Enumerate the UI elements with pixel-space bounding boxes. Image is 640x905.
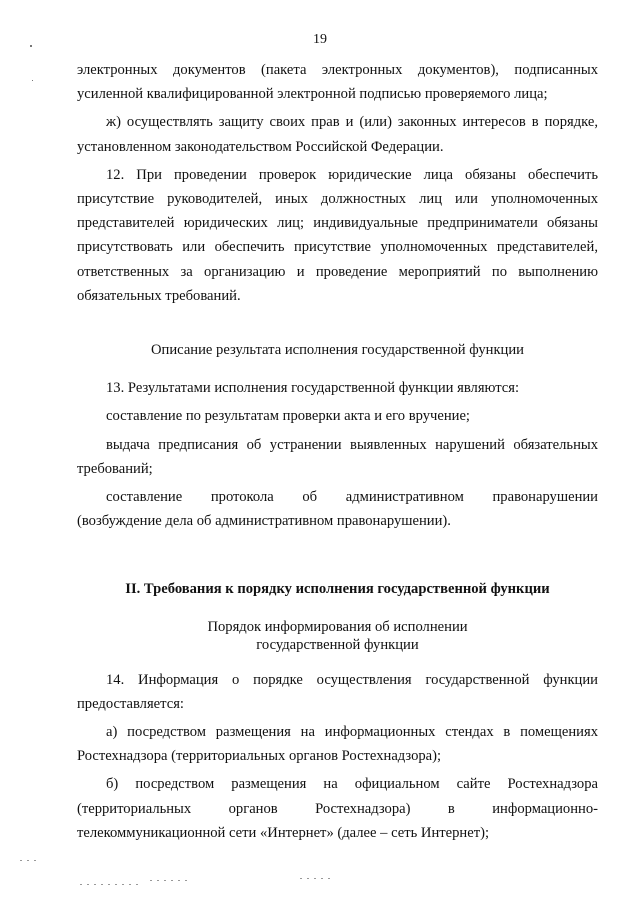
section-heading-informing xyxy=(77,618,598,654)
paragraph-12: 12. При проведении проверок юридические лица обязаны обеспечить присутствие руководителей, иных должностных лиц или уполномоченных представителей юридических лиц; индивидуальные предприниматели обязаны присутствовать или обеспечить присутствие уполномоченных представителей, ответственных за организацию и проведение мероприятий по выполнению обязательных требований. xyxy=(77,166,598,304)
scan-speck xyxy=(32,80,33,81)
chapter-heading-ii: II. Требования к порядку исполнения государственной функции xyxy=(125,581,550,598)
scan-speck xyxy=(30,45,32,47)
page-number: 19 xyxy=(313,32,327,47)
list-item-a: а) посредством размещения на информационных стендах в помещениях Ростехнадзора (территориальных органов Ростехнадзора); xyxy=(77,724,598,765)
list-item-protocol-cont: (возбуждение дела об административном правонарушении). xyxy=(77,513,451,530)
heading-line-1: Порядок информирования об исполнении xyxy=(207,618,468,635)
list-item-protocol: составление протокола об административном правонарушении xyxy=(106,489,598,506)
heading-line-2: государственной функции xyxy=(256,636,419,653)
paragraph-14: 14. Информация о порядке осуществления государственной функции предоставляется: xyxy=(77,671,598,712)
scan-noise xyxy=(150,880,190,881)
scan-noise xyxy=(300,878,330,879)
list-item-b: б) посредством размещения на официальном сайте Ростехнадзора (территориальных органов Ростехнадзора) в информационно-телекоммуникационной сети «Интернет» (далее – сеть Интернет); xyxy=(77,776,598,841)
paragraph-continuation: электронных документов (пакета электронных документов), подписанных усиленной квалифицированной электронной подписью проверяемого лица; xyxy=(77,62,598,103)
scan-noise xyxy=(80,884,140,885)
section-heading-result: Описание результата исполнения государственной функции xyxy=(151,342,524,359)
paragraph-13: 13. Результатами исполнения государственной функции являются: xyxy=(106,380,520,397)
scan-noise xyxy=(20,860,36,861)
list-item-order: выдача предписания об устранении выявленных нарушений обязательных требований; xyxy=(77,436,598,477)
document-body xyxy=(77,58,598,849)
paragraph-item-zh: ж) осуществлять защиту своих прав и (или) законных интересов в порядке, установленном законодательством Российской Федерации. xyxy=(77,114,598,155)
list-item-act: составление по результатам проверки акта и его вручение; xyxy=(106,408,470,425)
